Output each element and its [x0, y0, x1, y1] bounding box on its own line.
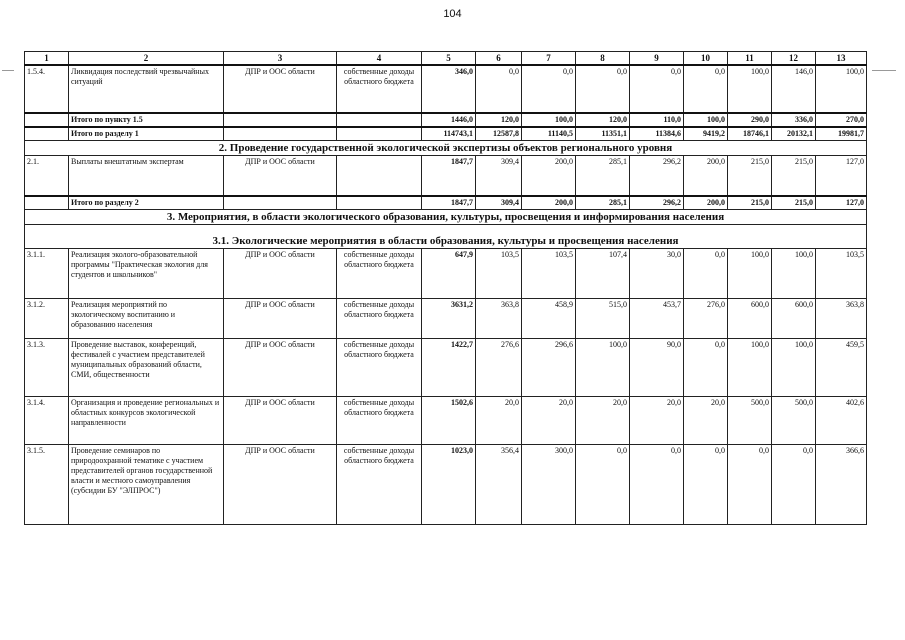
amount-cell: 146,0	[772, 65, 816, 113]
table-row	[25, 396, 867, 444]
amount-cell: 1847,7	[422, 196, 476, 210]
row-number-cell	[25, 127, 69, 141]
executor-cell	[224, 127, 337, 141]
scan-artifact-left	[2, 70, 14, 71]
amount-cell: 12587,8	[476, 127, 522, 141]
amount-cell: 0,0	[684, 248, 728, 298]
activity-name-cell: Реализация эколого-образовательной программы "Практическая экология для студентов и школьников"	[69, 248, 224, 298]
row-number-cell: 3.1.3.	[25, 338, 69, 396]
funding-source-cell: собственные доходы областного бюджета	[337, 338, 422, 396]
amount-cell: 90,0	[630, 338, 684, 396]
executor-cell: ДПР и ООС области	[224, 248, 337, 298]
column-header: 6	[476, 52, 522, 66]
amount-cell: 120,0	[476, 113, 522, 127]
amount-cell: 20,0	[522, 396, 576, 444]
amount-cell: 127,0	[816, 196, 867, 210]
amount-cell: 336,0	[772, 113, 816, 127]
amount-cell: 215,0	[728, 156, 772, 196]
amount-cell: 20,0	[576, 396, 630, 444]
amount-cell: 215,0	[728, 196, 772, 210]
amount-cell: 200,0	[684, 156, 728, 196]
table-row	[25, 248, 867, 298]
amount-cell: 285,1	[576, 196, 630, 210]
amount-cell: 363,8	[476, 298, 522, 338]
activity-name-cell: Итого по разделу 2	[69, 196, 224, 210]
executor-cell: ДПР и ООС области	[224, 156, 337, 196]
amount-cell: 363,8	[816, 298, 867, 338]
amount-cell: 600,0	[772, 298, 816, 338]
row-number-cell: 1.5.4.	[25, 65, 69, 113]
executor-cell: ДПР и ООС области	[224, 338, 337, 396]
amount-cell: 103,5	[476, 248, 522, 298]
amount-cell: 103,5	[816, 248, 867, 298]
amount-cell: 20132,1	[772, 127, 816, 141]
column-header: 7	[522, 52, 576, 66]
amount-cell: 500,0	[728, 396, 772, 444]
amount-cell: 647,9	[422, 248, 476, 298]
amount-cell: 100,0	[576, 338, 630, 396]
executor-cell: ДПР и ООС области	[224, 444, 337, 524]
amount-cell: 200,0	[522, 196, 576, 210]
activity-name-cell: Ликвидация последствий чрезвычайных ситуаций	[69, 65, 224, 113]
amount-cell: 100,0	[728, 248, 772, 298]
amount-cell: 270,0	[816, 113, 867, 127]
amount-cell: 200,0	[684, 196, 728, 210]
funding-source-cell	[337, 196, 422, 210]
amount-cell: 0,0	[772, 444, 816, 524]
funding-source-cell	[337, 113, 422, 127]
funding-source-cell: собственные доходы областного бюджета	[337, 65, 422, 113]
section-heading: 3. Мероприятия, в области экологического образования, культуры, просвещения и информирования населения	[25, 209, 867, 224]
amount-cell: 0,0	[684, 65, 728, 113]
amount-cell: 200,0	[522, 156, 576, 196]
activity-name-cell: Итого по пункту 1.5	[69, 113, 224, 127]
amount-cell: 110,0	[630, 113, 684, 127]
amount-cell: 20,0	[684, 396, 728, 444]
section-heading: 2. Проведение государственной экологической экспертизы объектов регионального уровня	[25, 141, 867, 156]
amount-cell: 500,0	[772, 396, 816, 444]
amount-cell: 11351,1	[576, 127, 630, 141]
column-header: 10	[684, 52, 728, 66]
activity-name-cell: Проведение выставок, конференций, фестивалей с участием представителей муниципальных образований области, СМИ, общественности	[69, 338, 224, 396]
amount-cell: 0,0	[576, 65, 630, 113]
amount-cell: 276,0	[684, 298, 728, 338]
executor-cell: ДПР и ООС области	[224, 298, 337, 338]
executor-cell: ДПР и ООС области	[224, 65, 337, 113]
amount-cell: 103,5	[522, 248, 576, 298]
total-row	[25, 127, 867, 141]
amount-cell: 1422,7	[422, 338, 476, 396]
table-row	[25, 156, 867, 196]
subsection-heading-row	[25, 224, 867, 248]
amount-cell: 285,1	[576, 156, 630, 196]
amount-cell: 0,0	[522, 65, 576, 113]
row-number-cell: 3.1.5.	[25, 444, 69, 524]
amount-cell: 366,6	[816, 444, 867, 524]
column-header: 1	[25, 52, 69, 66]
activity-name-cell: Проведение семинаров по природоохранной тематике с участием представителей органов государственной власти и местного самоуправления (субсидии БУ "ЭЛПРОС")	[69, 444, 224, 524]
column-header: 2	[69, 52, 224, 66]
amount-cell: 346,0	[422, 65, 476, 113]
row-number-cell: 2.1.	[25, 156, 69, 196]
amount-cell: 107,4	[576, 248, 630, 298]
amount-cell: 11140,5	[522, 127, 576, 141]
funding-source-cell: собственные доходы областного бюджета	[337, 444, 422, 524]
table-row	[25, 298, 867, 338]
amount-cell: 356,4	[476, 444, 522, 524]
total-row	[25, 196, 867, 210]
amount-cell: 600,0	[728, 298, 772, 338]
page-number: 104	[443, 8, 462, 20]
row-number-cell: 3.1.2.	[25, 298, 69, 338]
amount-cell: 18746,1	[728, 127, 772, 141]
amount-cell: 1502,6	[422, 396, 476, 444]
amount-cell: 0,0	[630, 65, 684, 113]
scan-artifact-right	[872, 70, 896, 71]
column-header: 3	[224, 52, 337, 66]
amount-cell: 215,0	[772, 196, 816, 210]
amount-cell: 1446,0	[422, 113, 476, 127]
amount-cell: 0,0	[576, 444, 630, 524]
column-header: 13	[816, 52, 867, 66]
row-number-cell: 3.1.1.	[25, 248, 69, 298]
amount-cell: 296,2	[630, 196, 684, 210]
amount-cell: 296,2	[630, 156, 684, 196]
amount-cell: 100,0	[816, 65, 867, 113]
amount-cell: 215,0	[772, 156, 816, 196]
amount-cell: 0,0	[728, 444, 772, 524]
table-row	[25, 65, 867, 113]
column-header-row	[25, 52, 867, 66]
column-header: 4	[337, 52, 422, 66]
table-row	[25, 444, 867, 524]
activity-name-cell: Итого по разделу 1	[69, 127, 224, 141]
amount-cell: 296,6	[522, 338, 576, 396]
amount-cell: 458,9	[522, 298, 576, 338]
amount-cell: 120,0	[576, 113, 630, 127]
executor-cell	[224, 113, 337, 127]
amount-cell: 20,0	[630, 396, 684, 444]
column-header: 5	[422, 52, 476, 66]
amount-cell: 0,0	[684, 338, 728, 396]
amount-cell: 1847,7	[422, 156, 476, 196]
amount-cell: 11384,6	[630, 127, 684, 141]
funding-source-cell: собственные доходы областного бюджета	[337, 298, 422, 338]
funding-source-cell: собственные доходы областного бюджета	[337, 248, 422, 298]
funding-source-cell: собственные доходы областного бюджета	[337, 396, 422, 444]
amount-cell: 1023,0	[422, 444, 476, 524]
column-header: 9	[630, 52, 684, 66]
amount-cell: 19981,7	[816, 127, 867, 141]
section-heading-row	[25, 141, 867, 156]
amount-cell: 100,0	[728, 338, 772, 396]
amount-cell: 9419,2	[684, 127, 728, 141]
row-number-cell	[25, 196, 69, 210]
amount-cell: 402,6	[816, 396, 867, 444]
amount-cell: 459,5	[816, 338, 867, 396]
amount-cell: 100,0	[772, 338, 816, 396]
amount-cell: 100,0	[684, 113, 728, 127]
amount-cell: 290,0	[728, 113, 772, 127]
column-header: 11	[728, 52, 772, 66]
amount-cell: 309,4	[476, 156, 522, 196]
activity-name-cell: Организация и проведение региональных и областных конкурсов экологической направленности	[69, 396, 224, 444]
activity-name-cell: Реализация мероприятий по экологическому воспитанию и образованию населения	[69, 298, 224, 338]
total-row	[25, 113, 867, 127]
column-header: 12	[772, 52, 816, 66]
table-body	[25, 52, 867, 525]
funding-source-cell	[337, 127, 422, 141]
row-number-cell: 3.1.4.	[25, 396, 69, 444]
amount-cell: 276,6	[476, 338, 522, 396]
amount-cell: 100,0	[728, 65, 772, 113]
amount-cell: 100,0	[772, 248, 816, 298]
section-heading-row	[25, 209, 867, 224]
amount-cell: 100,0	[522, 113, 576, 127]
amount-cell: 3631,2	[422, 298, 476, 338]
amount-cell: 30,0	[630, 248, 684, 298]
executor-cell: ДПР и ООС области	[224, 396, 337, 444]
amount-cell: 0,0	[476, 65, 522, 113]
amount-cell: 0,0	[684, 444, 728, 524]
amount-cell: 0,0	[630, 444, 684, 524]
amount-cell: 515,0	[576, 298, 630, 338]
budget-table	[24, 51, 867, 525]
executor-cell	[224, 196, 337, 210]
amount-cell: 114743,1	[422, 127, 476, 141]
amount-cell: 300,0	[522, 444, 576, 524]
amount-cell: 20,0	[476, 396, 522, 444]
amount-cell: 127,0	[816, 156, 867, 196]
funding-source-cell	[337, 156, 422, 196]
amount-cell: 309,4	[476, 196, 522, 210]
table-row	[25, 338, 867, 396]
column-header: 8	[576, 52, 630, 66]
amount-cell: 453,7	[630, 298, 684, 338]
subsection-heading: 3.1. Экологические мероприятия в области образования, культуры и просвещения населения	[25, 224, 867, 248]
activity-name-cell: Выплаты внештатным экспертам	[69, 156, 224, 196]
row-number-cell	[25, 113, 69, 127]
